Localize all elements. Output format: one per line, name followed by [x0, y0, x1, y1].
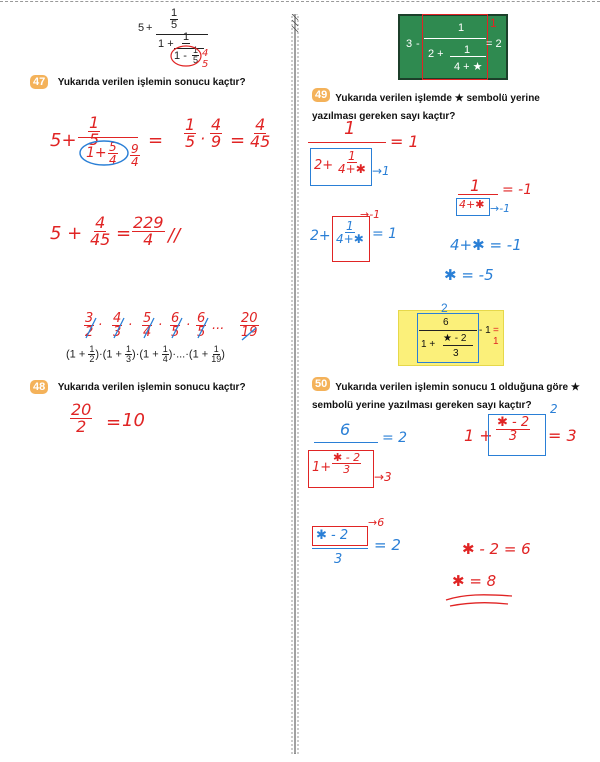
q50-expression-box: 2 6 1 + ★ - 2 3 - 1 = 1 [398, 310, 504, 366]
q50-handwork-b: 1 + $\frac{✱ - 2}{3}$ = 3 2 [464, 402, 584, 458]
question-number-badge: 50 [312, 377, 330, 391]
question-text: Yukarıda verilen işlemde ★ sembolü yerine yazılması gereken sayı kaçtır? [312, 93, 540, 122]
q49-board: 3 - 1 2 + 1 4 + ★ = 2 1 [398, 14, 508, 80]
q50-handwork-a: 6 = 2 1+ $\frac{✱ - 2}{3}$ →3 [306, 420, 426, 492]
question-number-badge: 47 [30, 75, 48, 89]
q48-handwork: $\frac{20}{2}$ = 10 [71, 400, 145, 436]
q47-handwork-line1: 5+ $\frac{1}{5}$ 1+ $\frac{5}{4}$ $\frac{9}{4}$ = $\frac{1}{5}$ · $\frac{4}{9}$ = $\frac{4}{45}$ [50, 113, 271, 169]
q49-handwork-5: ✱ = -5 [444, 266, 494, 284]
q48-expression: (1 + $\frac{1}{2}$ )·(1 + $\frac{1}{3}$ )·(1 + $\frac{1}{4}$ )·...·(1 + $\frac{1}{19}$ ) [66, 344, 225, 364]
q50-handwork-e: ✱ = 8 [452, 572, 497, 590]
q49-handwork-3: 1 = -1 4+✱ →-1 [454, 176, 544, 220]
question-text: Yukarıda verilen işlemin sonucu 1 olduğuna göre ★ sembolü yerine yazılması gereken sayı kaçtır? [312, 382, 580, 411]
q47-expression: 5 + $\frac{1}{5}$ 1 + 1 1 - $\frac{1}{5}$ 4 5 [138, 7, 209, 70]
q47-header [30, 72, 246, 90]
question-number-badge: 48 [30, 380, 48, 394]
q47-handwork-line2: 5 + $\frac{4}{45}$ = $\frac{229}{4}$ // [50, 213, 181, 249]
q49-handwork-2: 2+ $\frac{1}{4+✱}$ = 1 →-1 [310, 208, 420, 264]
question-number-badge: 49 [312, 88, 330, 102]
q48-header [30, 377, 246, 395]
column-divider [291, 14, 299, 754]
question-text: Yukarıda verilen işlemin sonucu kaçtır? [57, 77, 246, 88]
q49-handwork-4: 4+✱ = -1 [450, 236, 522, 254]
question-text: Yukarıda verilen işlemin sonucu kaçtır? [57, 382, 246, 393]
q49-handwork-1: 1 = 1 2+ $\frac{1}{4+✱}$ →1 [308, 118, 448, 190]
page-top-border [0, 1, 600, 2]
q50-handwork-c: ✱ - 2 3 = 2 →6 [310, 516, 420, 570]
q50-handwork-d: ✱ - 2 = 6 [462, 540, 531, 558]
q48-cancelled-fractions: $\frac{3}{2}$ · $\frac{4}{3}$ · $\frac{5}{4}$ · $\frac{6}{5}$ · $\frac{6}{5}$ ... $\frac{20}{19}$ [85, 311, 258, 340]
q50-answer-underline [444, 588, 516, 608]
